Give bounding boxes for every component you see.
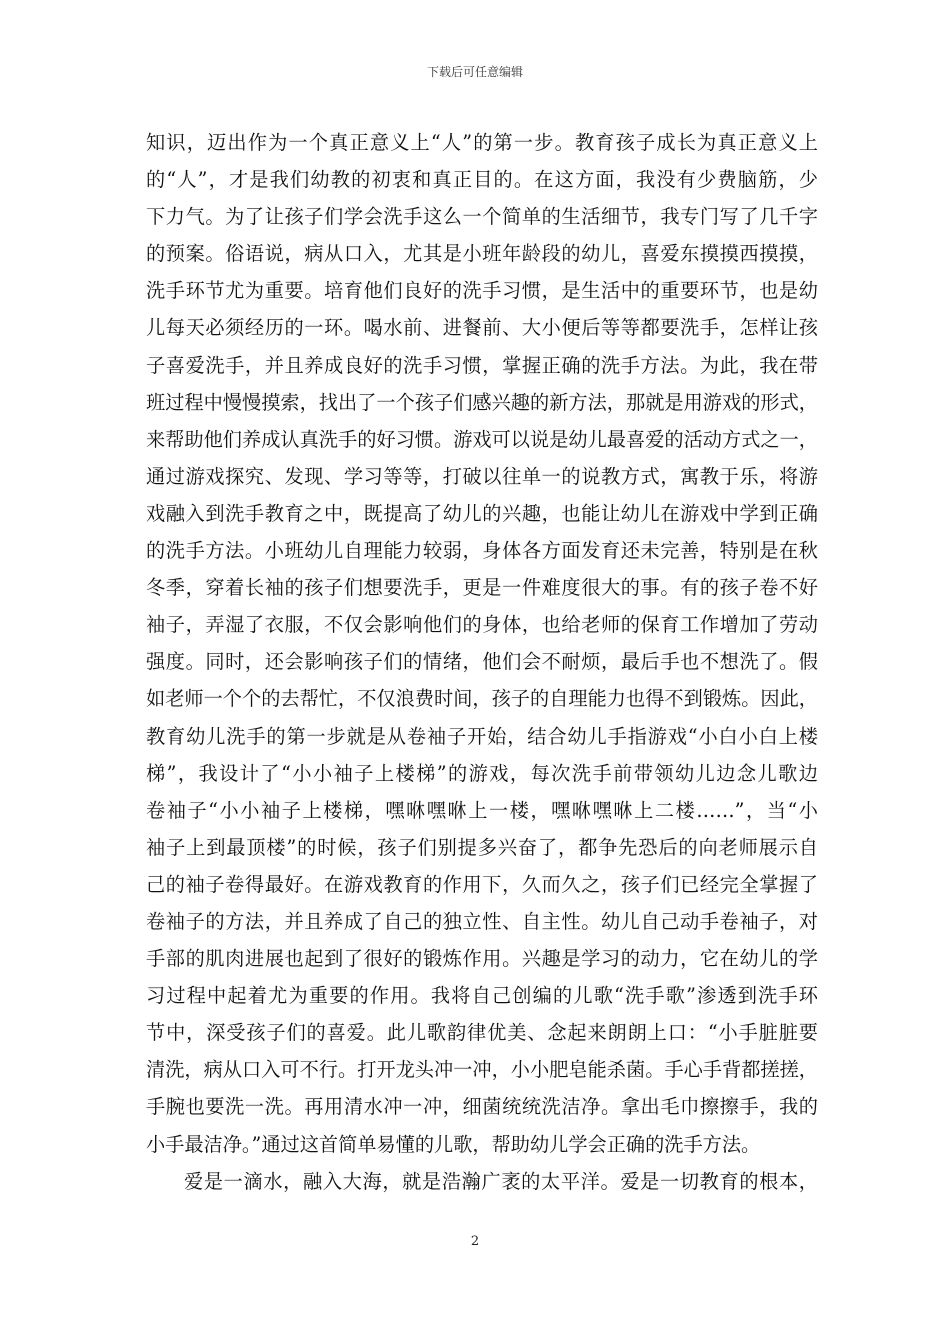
text-line: 洗手环节尤为重要。培育他们良好的洗手习惯，是生活中的重要环节，也是幼 bbox=[146, 279, 818, 303]
text-line: 戏融入到洗手教育之中，既提高了幼儿的兴趣，也能让幼儿在游戏中学到正确 bbox=[146, 501, 818, 525]
text-line: 子喜爱洗手，并且养成良好的洗手习惯，掌握正确的洗手方法。为此，我在带 bbox=[146, 353, 818, 377]
text-line: 的洗手方法。小班幼儿自理能力较弱，身体各方面发育还未完善，特别是在秋 bbox=[146, 539, 818, 563]
text-line: 习过程中起着尤为重要的作用。我将自己创编的儿歌“洗手歌”渗透到洗手环 bbox=[146, 984, 818, 1008]
text-line: 袖子，弄湿了衣服，不仅会影响他们的身体，也给老师的保育工作增加了劳动 bbox=[146, 613, 818, 637]
text-line: 强度。同时，还会影响孩子们的情绪，他们会不耐烦，最后手也不想洗了。假 bbox=[146, 650, 818, 674]
text-line-paragraph-end: 小手最洁净。”通过这首简单易懂的儿歌，帮助幼儿学会正确的洗手方法。 bbox=[146, 1132, 761, 1156]
text-line: 如老师一个个的去帮忙，不仅浪费时间，孩子的自理能力也得不到锻炼。因此， bbox=[146, 687, 818, 711]
text-line: 袖子上到最顶楼”的时候，孩子们别提多兴奋了，都争先恐后的向老师展示自 bbox=[146, 835, 818, 859]
text-line: 梯”，我设计了“小小袖子上楼梯”的游戏，每次洗手前带领幼儿边念儿歌边 bbox=[146, 761, 818, 785]
text-line: 手腕也要洗一洗。再用清水冲一冲，细菌统统洗洁净。拿出毛巾擦擦手，我的 bbox=[146, 1095, 818, 1119]
text-line: 己的袖子卷得最好。在游戏教育的作用下，久而久之，孩子们已经完全掌握了 bbox=[146, 872, 818, 896]
page-number: 2 bbox=[470, 1234, 480, 1249]
text-line: 冬季，穿着长袖的孩子们想要洗手，更是一件难度很大的事。有的孩子卷不好 bbox=[146, 576, 818, 600]
text-line: 下力气。为了让孩子们学会洗手这么一个简单的生活细节，我专门写了几千字 bbox=[146, 205, 818, 229]
text-line: 儿每天必须经历的一环。喝水前、进餐前、大小便后等等都要洗手，怎样让孩 bbox=[146, 316, 818, 340]
text-line: 来帮助他们养成认真洗手的好习惯。游戏可以说是幼儿最喜爱的活动方式之一， bbox=[146, 427, 818, 451]
text-line: 通过游戏探究、发现、学习等等，打破以往单一的说教方式，寓教于乐，将游 bbox=[146, 464, 818, 488]
document-body bbox=[146, 124, 818, 1200]
text-line: 手部的肌肉进展也起到了很好的锻炼作用。兴趣是学习的动力，它在幼儿的学 bbox=[146, 947, 818, 971]
text-line: 卷袖子的方法，并且养成了自己的独立性、自主性。幼儿自己动手卷袖子，对 bbox=[146, 909, 818, 933]
text-line: 卷袖子“小小袖子上楼梯，嘿咻嘿咻上一楼，嘿咻嘿咻上二楼……”，当“小 bbox=[146, 798, 818, 822]
text-line: 班过程中慢慢摸索，找出了一个孩子们感兴趣的新方法，那就是用游戏的形式， bbox=[146, 390, 818, 414]
text-line: 清洗，病从口入可不行。打开龙头冲一冲，小小肥皂能杀菌。手心手背都搓搓， bbox=[146, 1058, 818, 1082]
text-line-paragraph-start: 爱是一滴水，融入大海，就是浩瀚广袤的太平洋。爱是一切教育的根本， bbox=[184, 1169, 818, 1193]
text-line: 的“人”，才是我们幼教的初衷和真正目的。在这方面，我没有少费脑筋，少 bbox=[146, 168, 818, 192]
text-line: 知识，迈出作为一个真正意义上“人”的第一步。教育孩子成长为真正意义上 bbox=[146, 131, 818, 154]
page-header: 下载后可任意编辑 bbox=[426, 65, 523, 79]
text-line: 节中，深受孩子们的喜爱。此儿歌韵律优美、念起来朗朗上口：“小手脏脏要 bbox=[146, 1021, 818, 1045]
text-line: 的预案。俗语说，病从口入，尤其是小班年龄段的幼儿，喜爱东摸摸西摸摸， bbox=[146, 242, 818, 266]
text-line: 教育幼儿洗手的第一步就是从卷袖子开始，结合幼儿手指游戏“小白小白上楼 bbox=[146, 724, 818, 748]
